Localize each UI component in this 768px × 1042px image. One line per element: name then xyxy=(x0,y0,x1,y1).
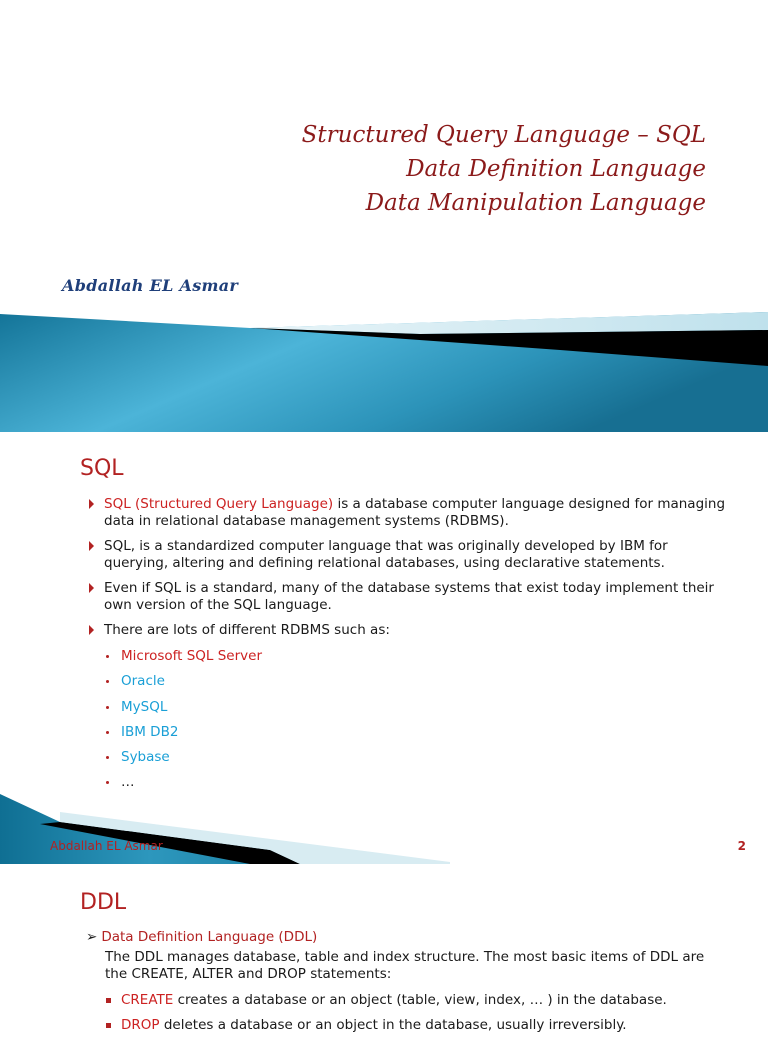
dot-bullet-icon xyxy=(106,781,109,784)
bullet-text: is a database computer language designed for managing data in relational database management systems (RDBMS). xyxy=(104,496,726,529)
ddl-item xyxy=(105,992,745,1009)
bullet-item xyxy=(86,622,736,639)
rdbms-list xyxy=(104,648,262,800)
rdbms-item xyxy=(104,673,262,698)
dot-bullet-icon xyxy=(106,756,109,759)
dot-bullet-icon xyxy=(106,655,109,658)
sql-slide xyxy=(0,432,768,864)
title-line-3: Data Manipulation Language xyxy=(365,190,706,216)
title-slide xyxy=(0,0,768,432)
footer-band xyxy=(0,794,768,864)
square-bullet-icon xyxy=(106,1023,111,1028)
dot-bullet-icon xyxy=(106,680,109,683)
title-line-2: Data Definition Language xyxy=(406,156,706,182)
slide-title xyxy=(302,118,706,220)
ddl-subtitle xyxy=(86,929,317,945)
bullet-text: Even if SQL is a standard, many of the database systems that exist today implement their own version of the SQL language. xyxy=(104,580,714,613)
rdbms-name: … xyxy=(121,774,135,791)
ddl-subtitle-text: Data Definition Language (DDL) xyxy=(101,929,318,945)
arrow-bullet-icon: ➢ xyxy=(86,929,98,945)
rdbms-item xyxy=(104,648,262,673)
rdbms-name: Oracle xyxy=(121,673,165,690)
dot-bullet-icon xyxy=(106,706,109,709)
ddl-item-text: deletes a database or an object in the database, usually irreversibly. xyxy=(159,1017,627,1033)
slide-heading-ddl: DDL xyxy=(80,890,127,915)
ddl-statement-list xyxy=(105,992,745,1042)
bullet-item xyxy=(86,538,736,572)
ddl-keyword: CREATE xyxy=(121,992,174,1008)
rdbms-name: Microsoft SQL Server xyxy=(121,648,263,664)
footer-author: Abdallah EL Asmar xyxy=(50,839,163,853)
square-bullet-icon xyxy=(106,998,111,1003)
rdbms-item xyxy=(104,724,262,749)
triangle-bullet-icon xyxy=(89,541,94,551)
title-banner xyxy=(0,300,768,432)
triangle-bullet-icon xyxy=(89,625,94,635)
rdbms-name: MySQL xyxy=(121,698,168,715)
ddl-description: The DDL manages database, table and index structure. The most basic items of DDL are the CREATE, ALTER and DROP statements: xyxy=(105,949,705,982)
slide-heading-sql: SQL xyxy=(80,456,124,481)
author-signature: Abdallah EL Asmar xyxy=(62,276,239,295)
bullet-text: SQL, is a standardized computer language that was originally developed by IBM for querying, altering and defining relational databases, using declarative statements. xyxy=(104,538,668,571)
dot-bullet-icon xyxy=(106,731,109,734)
ddl-slide xyxy=(0,864,768,1033)
rdbms-item xyxy=(104,699,262,724)
ddl-item-text: creates a database or an object (table, view, index, … ) in the database. xyxy=(173,992,667,1008)
ddl-keyword: DROP xyxy=(121,1017,160,1033)
title-line-1: Structured Query Language – SQL xyxy=(301,122,706,148)
ddl-item xyxy=(105,1017,745,1034)
bullet-item xyxy=(86,496,736,530)
rdbms-name: Sybase xyxy=(121,749,170,766)
page-number: 2 xyxy=(737,839,746,853)
bullet-text: There are lots of different RDBMS such as: xyxy=(104,622,390,638)
bullet-item xyxy=(86,580,736,614)
rdbms-name: IBM DB2 xyxy=(121,723,179,740)
sql-definition-term: SQL (Structured Query Language) xyxy=(104,496,334,512)
rdbms-item xyxy=(104,749,262,774)
triangle-bullet-icon xyxy=(89,499,94,509)
sql-bullet-list xyxy=(86,496,736,647)
triangle-bullet-icon xyxy=(89,583,94,593)
